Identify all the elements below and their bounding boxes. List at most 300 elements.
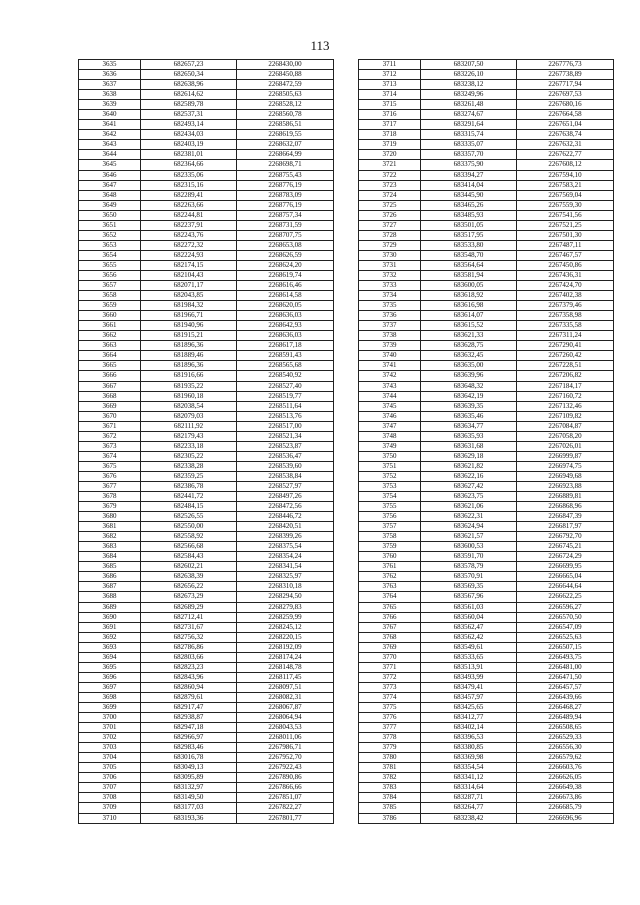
y-coordinate-cell: 2267160,72 bbox=[517, 391, 614, 401]
y-coordinate-cell: 2266468,27 bbox=[517, 703, 614, 713]
x-coordinate-cell: 682966,97 bbox=[141, 733, 237, 743]
table-row bbox=[79, 281, 334, 291]
y-coordinate-cell: 2267632,31 bbox=[517, 140, 614, 150]
point-number-cell: 3764 bbox=[359, 592, 421, 602]
y-coordinate-cell: 2267084,87 bbox=[517, 421, 614, 431]
point-number-cell: 3685 bbox=[79, 562, 141, 572]
x-coordinate-cell: 683479,41 bbox=[421, 682, 517, 692]
x-coordinate-cell: 683238,12 bbox=[421, 80, 517, 90]
table-row bbox=[359, 672, 614, 682]
point-number-cell: 3651 bbox=[79, 220, 141, 230]
table-row bbox=[359, 502, 614, 512]
point-number-cell: 3737 bbox=[359, 321, 421, 331]
x-coordinate-cell: 682614,62 bbox=[141, 90, 237, 100]
y-coordinate-cell: 2268527,40 bbox=[237, 381, 334, 391]
y-coordinate-cell: 2268259,99 bbox=[237, 612, 334, 622]
point-number-cell: 3695 bbox=[79, 662, 141, 672]
x-coordinate-cell: 683357,70 bbox=[421, 150, 517, 160]
point-number-cell: 3711 bbox=[359, 60, 421, 70]
point-number-cell: 3680 bbox=[79, 512, 141, 522]
point-number-cell: 3719 bbox=[359, 140, 421, 150]
y-coordinate-cell: 2268517,00 bbox=[237, 421, 334, 431]
table-row bbox=[359, 281, 614, 291]
y-coordinate-cell: 2268586,51 bbox=[237, 120, 334, 130]
point-number-cell: 3692 bbox=[79, 632, 141, 642]
y-coordinate-cell: 2267583,21 bbox=[517, 180, 614, 190]
table-row bbox=[359, 461, 614, 471]
point-number-cell: 3676 bbox=[79, 471, 141, 481]
x-coordinate-cell: 682526,55 bbox=[141, 512, 237, 522]
x-coordinate-cell: 682233,18 bbox=[141, 441, 237, 451]
y-coordinate-cell: 2268776,19 bbox=[237, 200, 334, 210]
x-coordinate-cell: 682174,15 bbox=[141, 260, 237, 270]
table-row bbox=[79, 803, 334, 813]
x-coordinate-cell: 683049,13 bbox=[141, 763, 237, 773]
x-coordinate-cell: 683639,35 bbox=[421, 401, 517, 411]
table-row bbox=[359, 190, 614, 200]
point-number-cell: 3751 bbox=[359, 461, 421, 471]
x-coordinate-cell: 682484,15 bbox=[141, 502, 237, 512]
table-row bbox=[359, 562, 614, 572]
x-coordinate-cell: 683591,70 bbox=[421, 552, 517, 562]
y-coordinate-cell: 2267697,53 bbox=[517, 90, 614, 100]
table-row bbox=[359, 371, 614, 381]
point-number-cell: 3738 bbox=[359, 331, 421, 341]
point-number-cell: 3639 bbox=[79, 100, 141, 110]
y-coordinate-cell: 2267717,94 bbox=[517, 80, 614, 90]
x-coordinate-cell: 683533,65 bbox=[421, 652, 517, 662]
table-row bbox=[359, 602, 614, 612]
y-coordinate-cell: 2266699,95 bbox=[517, 562, 614, 572]
point-number-cell: 3698 bbox=[79, 692, 141, 702]
point-number-cell: 3659 bbox=[79, 301, 141, 311]
table-row bbox=[79, 411, 334, 421]
x-coordinate-cell: 682657,23 bbox=[141, 60, 237, 70]
table-row bbox=[79, 250, 334, 260]
table-row bbox=[79, 260, 334, 270]
y-coordinate-cell: 2268624,20 bbox=[237, 260, 334, 270]
point-number-cell: 3780 bbox=[359, 753, 421, 763]
point-number-cell: 3657 bbox=[79, 281, 141, 291]
x-coordinate-cell: 682224,93 bbox=[141, 250, 237, 260]
point-number-cell: 3641 bbox=[79, 120, 141, 130]
point-number-cell: 3693 bbox=[79, 642, 141, 652]
table-row bbox=[359, 301, 614, 311]
x-coordinate-cell: 683621,33 bbox=[421, 331, 517, 341]
point-number-cell: 3667 bbox=[79, 381, 141, 391]
y-coordinate-cell: 2266603,76 bbox=[517, 763, 614, 773]
point-number-cell: 3750 bbox=[359, 451, 421, 461]
x-coordinate-cell: 681940,96 bbox=[141, 321, 237, 331]
y-coordinate-cell: 2268636,03 bbox=[237, 331, 334, 341]
table-row bbox=[359, 682, 614, 692]
point-number-cell: 3772 bbox=[359, 672, 421, 682]
x-coordinate-cell: 682338,28 bbox=[141, 461, 237, 471]
table-row bbox=[79, 793, 334, 803]
y-coordinate-cell: 2268450,88 bbox=[237, 70, 334, 80]
table-row bbox=[359, 642, 614, 652]
point-number-cell: 3715 bbox=[359, 100, 421, 110]
point-number-cell: 3771 bbox=[359, 662, 421, 672]
table-row bbox=[359, 120, 614, 130]
y-coordinate-cell: 2267738,89 bbox=[517, 70, 614, 80]
point-number-cell: 3662 bbox=[79, 331, 141, 341]
y-coordinate-cell: 2267521,25 bbox=[517, 220, 614, 230]
y-coordinate-cell: 2268420,51 bbox=[237, 522, 334, 532]
point-number-cell: 3756 bbox=[359, 512, 421, 522]
point-number-cell: 3664 bbox=[79, 351, 141, 361]
y-coordinate-cell: 2268539,60 bbox=[237, 461, 334, 471]
x-coordinate-cell: 682689,29 bbox=[141, 602, 237, 612]
table-row bbox=[359, 210, 614, 220]
x-coordinate-cell: 683570,91 bbox=[421, 572, 517, 582]
x-coordinate-cell: 682243,76 bbox=[141, 230, 237, 240]
y-coordinate-cell: 2268527,97 bbox=[237, 481, 334, 491]
point-number-cell: 3678 bbox=[79, 492, 141, 502]
point-number-cell: 3654 bbox=[79, 250, 141, 260]
table-row bbox=[79, 321, 334, 331]
point-number-cell: 3783 bbox=[359, 783, 421, 793]
y-coordinate-cell: 2266644,64 bbox=[517, 582, 614, 592]
x-coordinate-cell: 683549,61 bbox=[421, 642, 517, 652]
point-number-cell: 3663 bbox=[79, 341, 141, 351]
point-number-cell: 3705 bbox=[79, 763, 141, 773]
point-number-cell: 3767 bbox=[359, 622, 421, 632]
table-row bbox=[79, 672, 334, 682]
x-coordinate-cell: 681984,32 bbox=[141, 301, 237, 311]
y-coordinate-cell: 2267664,58 bbox=[517, 110, 614, 120]
point-number-cell: 3747 bbox=[359, 421, 421, 431]
point-number-cell: 3744 bbox=[359, 391, 421, 401]
y-coordinate-cell: 2268294,50 bbox=[237, 592, 334, 602]
y-coordinate-cell: 2267487,11 bbox=[517, 240, 614, 250]
y-coordinate-cell: 2266570,50 bbox=[517, 612, 614, 622]
table-row bbox=[359, 471, 614, 481]
y-coordinate-cell: 2268354,24 bbox=[237, 552, 334, 562]
y-coordinate-cell: 2267569,04 bbox=[517, 190, 614, 200]
y-coordinate-cell: 2268043,53 bbox=[237, 723, 334, 733]
point-number-cell: 3786 bbox=[359, 813, 421, 823]
table-row bbox=[79, 421, 334, 431]
table-row bbox=[79, 783, 334, 793]
point-number-cell: 3724 bbox=[359, 190, 421, 200]
y-coordinate-cell: 2266556,30 bbox=[517, 743, 614, 753]
x-coordinate-cell: 683639,96 bbox=[421, 371, 517, 381]
x-coordinate-cell: 683226,10 bbox=[421, 70, 517, 80]
x-coordinate-cell: 683341,12 bbox=[421, 773, 517, 783]
table-row bbox=[79, 773, 334, 783]
y-coordinate-cell: 2268565,68 bbox=[237, 361, 334, 371]
table-row bbox=[79, 110, 334, 120]
y-coordinate-cell: 2268536,47 bbox=[237, 451, 334, 461]
point-number-cell: 3660 bbox=[79, 311, 141, 321]
point-number-cell: 3673 bbox=[79, 441, 141, 451]
x-coordinate-cell: 682756,32 bbox=[141, 632, 237, 642]
table-row bbox=[359, 250, 614, 260]
table-row bbox=[359, 763, 614, 773]
table-row bbox=[79, 381, 334, 391]
point-number-cell: 3677 bbox=[79, 481, 141, 491]
x-coordinate-cell: 683335,07 bbox=[421, 140, 517, 150]
y-coordinate-cell: 2267335,58 bbox=[517, 321, 614, 331]
x-coordinate-cell: 682786,86 bbox=[141, 642, 237, 652]
table-row bbox=[79, 230, 334, 240]
x-coordinate-cell: 683578,79 bbox=[421, 562, 517, 572]
x-coordinate-cell: 682079,03 bbox=[141, 411, 237, 421]
x-coordinate-cell: 682272,32 bbox=[141, 240, 237, 250]
y-coordinate-cell: 2268325,97 bbox=[237, 572, 334, 582]
x-coordinate-cell: 683648,32 bbox=[421, 381, 517, 391]
table-row bbox=[359, 431, 614, 441]
point-number-cell: 3736 bbox=[359, 311, 421, 321]
y-coordinate-cell: 2267026,01 bbox=[517, 441, 614, 451]
table-row bbox=[359, 351, 614, 361]
table-row bbox=[79, 311, 334, 321]
point-number-cell: 3707 bbox=[79, 783, 141, 793]
y-coordinate-cell: 2267680,16 bbox=[517, 100, 614, 110]
point-number-cell: 3768 bbox=[359, 632, 421, 642]
point-number-cell: 3645 bbox=[79, 160, 141, 170]
table-row bbox=[359, 321, 614, 331]
x-coordinate-cell: 682493,14 bbox=[141, 120, 237, 130]
x-coordinate-cell: 683548,70 bbox=[421, 250, 517, 260]
x-coordinate-cell: 682381,01 bbox=[141, 150, 237, 160]
x-coordinate-cell: 682104,43 bbox=[141, 270, 237, 280]
table-row bbox=[79, 140, 334, 150]
x-coordinate-cell: 682638,96 bbox=[141, 80, 237, 90]
y-coordinate-cell: 2267822,27 bbox=[237, 803, 334, 813]
table-row bbox=[359, 341, 614, 351]
table-row bbox=[359, 100, 614, 110]
x-coordinate-cell: 683622,31 bbox=[421, 512, 517, 522]
x-coordinate-cell: 683354,54 bbox=[421, 763, 517, 773]
y-coordinate-cell: 2266817,97 bbox=[517, 522, 614, 532]
table-row bbox=[359, 451, 614, 461]
table-row bbox=[79, 703, 334, 713]
point-number-cell: 3730 bbox=[359, 250, 421, 260]
point-number-cell: 3762 bbox=[359, 572, 421, 582]
table-row bbox=[79, 451, 334, 461]
point-number-cell: 3770 bbox=[359, 652, 421, 662]
table-row bbox=[79, 441, 334, 451]
y-coordinate-cell: 2266999,87 bbox=[517, 451, 614, 461]
y-coordinate-cell: 2268642,93 bbox=[237, 321, 334, 331]
point-number-cell: 3640 bbox=[79, 110, 141, 120]
point-number-cell: 3758 bbox=[359, 532, 421, 542]
table-row bbox=[359, 552, 614, 562]
y-coordinate-cell: 2266974,75 bbox=[517, 461, 614, 471]
page-number: 113 bbox=[310, 38, 330, 53]
y-coordinate-cell: 2268776,19 bbox=[237, 180, 334, 190]
x-coordinate-cell: 683394,27 bbox=[421, 170, 517, 180]
point-number-cell: 3652 bbox=[79, 230, 141, 240]
table-row bbox=[79, 461, 334, 471]
table-row bbox=[359, 80, 614, 90]
point-number-cell: 3666 bbox=[79, 371, 141, 381]
table-row bbox=[359, 240, 614, 250]
point-number-cell: 3752 bbox=[359, 471, 421, 481]
x-coordinate-cell: 682359,25 bbox=[141, 471, 237, 481]
y-coordinate-cell: 2266471,50 bbox=[517, 672, 614, 682]
point-number-cell: 3753 bbox=[359, 481, 421, 491]
point-number-cell: 3708 bbox=[79, 793, 141, 803]
table-row bbox=[359, 220, 614, 230]
point-number-cell: 3665 bbox=[79, 361, 141, 371]
x-coordinate-cell: 682656,22 bbox=[141, 582, 237, 592]
y-coordinate-cell: 2267424,70 bbox=[517, 281, 614, 291]
table-row bbox=[79, 431, 334, 441]
x-coordinate-cell: 682650,34 bbox=[141, 70, 237, 80]
table-row bbox=[79, 291, 334, 301]
point-number-cell: 3717 bbox=[359, 120, 421, 130]
y-coordinate-cell: 2268148,78 bbox=[237, 662, 334, 672]
x-coordinate-cell: 683402,14 bbox=[421, 723, 517, 733]
x-coordinate-cell: 682879,61 bbox=[141, 692, 237, 702]
coordinate-table-right bbox=[358, 59, 614, 824]
y-coordinate-cell: 2268620,05 bbox=[237, 301, 334, 311]
y-coordinate-cell: 2266665,04 bbox=[517, 572, 614, 582]
x-coordinate-cell: 683369,98 bbox=[421, 753, 517, 763]
y-coordinate-cell: 2268519,77 bbox=[237, 391, 334, 401]
table-row bbox=[79, 70, 334, 80]
table-row bbox=[79, 220, 334, 230]
y-coordinate-cell: 2268117,45 bbox=[237, 672, 334, 682]
x-coordinate-cell: 683623,75 bbox=[421, 492, 517, 502]
point-number-cell: 3760 bbox=[359, 552, 421, 562]
y-coordinate-cell: 2267622,77 bbox=[517, 150, 614, 160]
x-coordinate-cell: 682803,66 bbox=[141, 652, 237, 662]
x-coordinate-cell: 682111,92 bbox=[141, 421, 237, 431]
x-coordinate-cell: 682434,03 bbox=[141, 130, 237, 140]
table-row bbox=[359, 160, 614, 170]
point-number-cell: 3702 bbox=[79, 733, 141, 743]
point-number-cell: 3774 bbox=[359, 692, 421, 702]
table-row bbox=[79, 582, 334, 592]
table-row bbox=[79, 301, 334, 311]
point-number-cell: 3733 bbox=[359, 281, 421, 291]
table-row bbox=[359, 421, 614, 431]
x-coordinate-cell: 682584,43 bbox=[141, 552, 237, 562]
x-coordinate-cell: 683517,95 bbox=[421, 230, 517, 240]
table-row bbox=[359, 632, 614, 642]
table-row bbox=[359, 572, 614, 582]
x-coordinate-cell: 683314,64 bbox=[421, 783, 517, 793]
y-coordinate-cell: 2266579,62 bbox=[517, 753, 614, 763]
table-row bbox=[359, 311, 614, 321]
x-coordinate-cell: 681966,71 bbox=[141, 311, 237, 321]
table-row bbox=[359, 291, 614, 301]
table-row bbox=[359, 783, 614, 793]
x-coordinate-cell: 683375,90 bbox=[421, 160, 517, 170]
point-number-cell: 3729 bbox=[359, 240, 421, 250]
point-number-cell: 3773 bbox=[359, 682, 421, 692]
x-coordinate-cell: 683493,99 bbox=[421, 672, 517, 682]
x-coordinate-cell: 683414,04 bbox=[421, 180, 517, 190]
table-row bbox=[79, 492, 334, 502]
table-row bbox=[359, 753, 614, 763]
x-coordinate-cell: 683485,93 bbox=[421, 210, 517, 220]
y-coordinate-cell: 2267109,82 bbox=[517, 411, 614, 421]
table-row bbox=[79, 622, 334, 632]
x-coordinate-cell: 683149,50 bbox=[141, 793, 237, 803]
y-coordinate-cell: 2267228,51 bbox=[517, 361, 614, 371]
table-row bbox=[359, 60, 614, 70]
x-coordinate-cell: 682289,41 bbox=[141, 190, 237, 200]
point-number-cell: 3763 bbox=[359, 582, 421, 592]
y-coordinate-cell: 2267132,46 bbox=[517, 401, 614, 411]
table-row bbox=[79, 331, 334, 341]
x-coordinate-cell: 682305,22 bbox=[141, 451, 237, 461]
y-coordinate-cell: 2268523,87 bbox=[237, 441, 334, 451]
point-number-cell: 3716 bbox=[359, 110, 421, 120]
y-coordinate-cell: 2268513,76 bbox=[237, 411, 334, 421]
table-row bbox=[359, 713, 614, 723]
y-coordinate-cell: 2268614,58 bbox=[237, 291, 334, 301]
y-coordinate-cell: 2267450,86 bbox=[517, 260, 614, 270]
point-number-cell: 3769 bbox=[359, 642, 421, 652]
point-number-cell: 3755 bbox=[359, 502, 421, 512]
table-row bbox=[79, 351, 334, 361]
point-number-cell: 3699 bbox=[79, 703, 141, 713]
table-row bbox=[79, 753, 334, 763]
y-coordinate-cell: 2268616,46 bbox=[237, 281, 334, 291]
x-coordinate-cell: 683513,91 bbox=[421, 662, 517, 672]
x-coordinate-cell: 683621,82 bbox=[421, 461, 517, 471]
table-row bbox=[79, 763, 334, 773]
y-coordinate-cell: 2267541,56 bbox=[517, 210, 614, 220]
table-row bbox=[359, 130, 614, 140]
x-coordinate-cell: 682860,94 bbox=[141, 682, 237, 692]
point-number-cell: 3661 bbox=[79, 321, 141, 331]
table-row bbox=[79, 662, 334, 672]
table-row bbox=[79, 522, 334, 532]
y-coordinate-cell: 2268619,55 bbox=[237, 130, 334, 140]
table-row bbox=[79, 401, 334, 411]
point-number-cell: 3701 bbox=[79, 723, 141, 733]
point-number-cell: 3681 bbox=[79, 522, 141, 532]
x-coordinate-cell: 683600,53 bbox=[421, 542, 517, 552]
table-row bbox=[79, 592, 334, 602]
y-coordinate-cell: 2266529,33 bbox=[517, 733, 614, 743]
point-number-cell: 3704 bbox=[79, 753, 141, 763]
table-row bbox=[359, 793, 614, 803]
table-row bbox=[79, 532, 334, 542]
y-coordinate-cell: 2268067,87 bbox=[237, 703, 334, 713]
y-coordinate-cell: 2268528,12 bbox=[237, 100, 334, 110]
table-row bbox=[79, 60, 334, 70]
table-row bbox=[79, 80, 334, 90]
x-coordinate-cell: 683569,35 bbox=[421, 582, 517, 592]
point-number-cell: 3696 bbox=[79, 672, 141, 682]
table-row bbox=[79, 150, 334, 160]
table-row bbox=[79, 190, 334, 200]
y-coordinate-cell: 2267501,30 bbox=[517, 230, 614, 240]
x-coordinate-cell: 683445,90 bbox=[421, 190, 517, 200]
table-row bbox=[79, 612, 334, 622]
x-coordinate-cell: 683635,93 bbox=[421, 431, 517, 441]
y-coordinate-cell: 2268731,59 bbox=[237, 220, 334, 230]
point-number-cell: 3647 bbox=[79, 180, 141, 190]
table-row bbox=[359, 512, 614, 522]
point-number-cell: 3709 bbox=[79, 803, 141, 813]
point-number-cell: 3718 bbox=[359, 130, 421, 140]
y-coordinate-cell: 2267467,57 bbox=[517, 250, 614, 260]
y-coordinate-cell: 2268505,63 bbox=[237, 90, 334, 100]
point-number-cell: 3739 bbox=[359, 341, 421, 351]
x-coordinate-cell: 682823,23 bbox=[141, 662, 237, 672]
x-coordinate-cell: 682938,87 bbox=[141, 713, 237, 723]
table-row bbox=[79, 512, 334, 522]
